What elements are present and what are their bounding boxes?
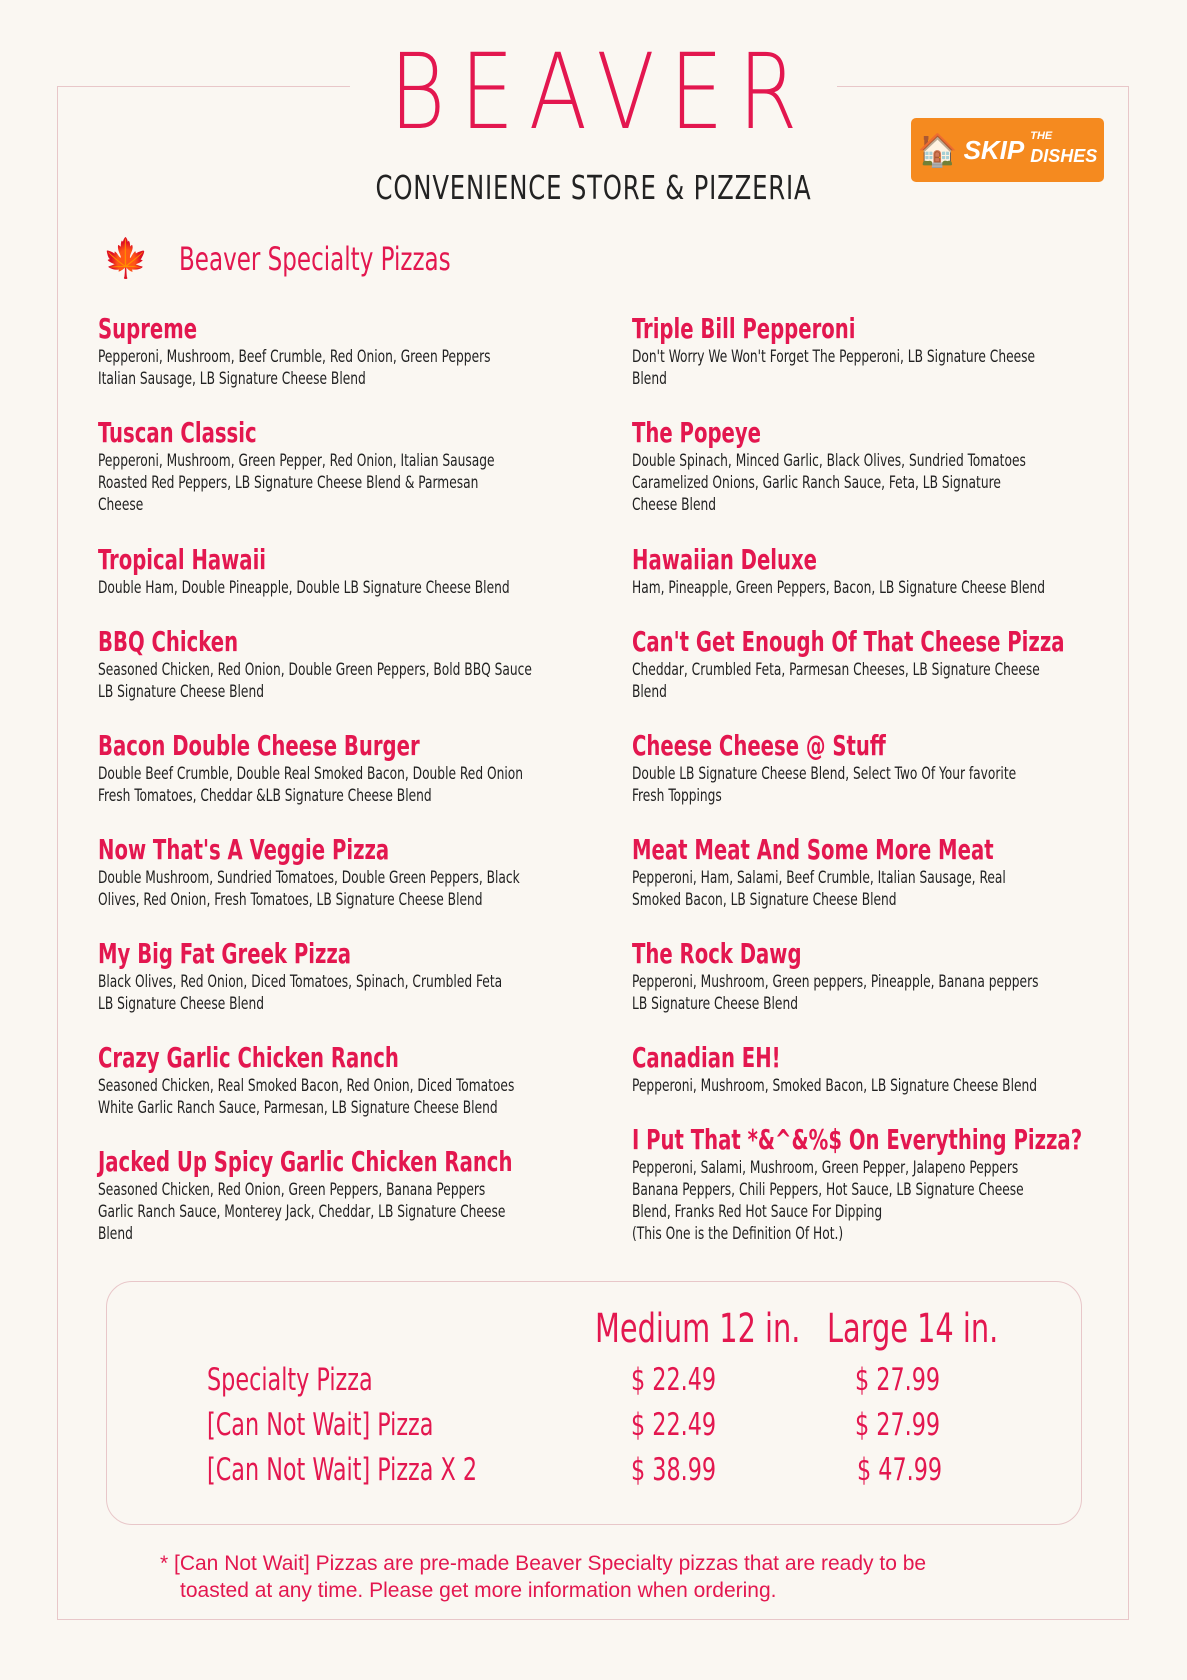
pizza-name: Supreme <box>98 312 198 345</box>
pizza-item <box>632 625 1132 729</box>
pizza-description: Double Mushroom, Sundried Tomatoes, Double Green Peppers, Black Olives, Red Onion, Fresh Tomatoes, LB Signature Cheese Blend <box>98 868 520 910</box>
price-large: $ 27.99 <box>855 1407 941 1443</box>
price-large: $ 27.99 <box>855 1362 941 1398</box>
pizza-name: Hawaiian Deluxe <box>632 543 818 576</box>
pizza-name: Crazy Garlic Chicken Ranch <box>98 1041 399 1074</box>
pizza-description: Pepperoni, Ham, Salami, Beef Crumble, Italian Sausage, Real Smoked Bacon, LB Signature Cheese Blend <box>632 868 1006 910</box>
pizza-item <box>98 312 618 416</box>
pizza-name: Tuscan Classic <box>98 416 257 449</box>
pizza-name: I Put That *&^&%$ On Everything Pizza? <box>632 1123 1083 1156</box>
pizza-item <box>98 416 618 543</box>
section-title: Beaver Specialty Pizzas <box>179 240 451 278</box>
pizza-description: Cheddar, Crumbled Feta, Parmesan Cheeses, LB Signature Cheese Blend <box>632 660 1040 702</box>
pizza-name: BBQ Chicken <box>98 625 239 658</box>
footnote-line-1: * [Can Not Wait] Pizzas are pre-made Beaver Specialty pizzas that are ready to be <box>160 1552 927 1575</box>
pizza-description: Pepperoni, Salami, Mushroom, Green Pepper, Jalapeno Peppers Banana Peppers, Chili Peppers, Hot Sauce, LB Signature Cheese Blend, Franks Red Hot Sauce For Dipping (This One is the Definition Of Hot.) <box>632 1158 1024 1244</box>
badge-the: THE <box>1030 130 1053 142</box>
pizza-item <box>98 1041 618 1145</box>
pizza-name: The Popeye <box>632 416 761 449</box>
pizza-name: My Big Fat Greek Pizza <box>98 937 352 970</box>
pizza-description: Pepperoni, Mushroom, Green Pepper, Red Onion, Italian Sausage Roasted Red Peppers, LB Signature Cheese Blend & Parmesan Cheese <box>98 451 495 515</box>
pizza-item <box>98 625 618 729</box>
row-label: [Can Not Wait] Pizza X 2 <box>207 1452 478 1488</box>
pizza-description: Pepperoni, Mushroom, Smoked Bacon, LB Signature Cheese Blend <box>632 1076 1038 1096</box>
footnote <box>160 1550 1060 1604</box>
price-table <box>106 1281 1082 1525</box>
section-header <box>102 240 519 278</box>
brand-subtitle: CONVENIENCE STORE & PIZZERIA <box>375 168 812 207</box>
pizza-description: Double LB Signature Cheese Blend, Select Two Of Your favorite Fresh Toppings <box>632 764 1017 806</box>
pizza-name: Cheese Cheese @ Stuff <box>632 729 886 762</box>
house-utensils-icon: 🏠 <box>917 132 958 168</box>
footnote-line-2: toasted at any time. Please get more information when ordering. <box>180 1579 777 1602</box>
pizza-name: Jacked Up Spicy Garlic Chicken Ranch <box>98 1145 513 1178</box>
price-medium: $ 38.99 <box>631 1452 717 1488</box>
skip-the-dishes-badge[interactable] <box>911 118 1104 182</box>
pizza-item <box>632 543 1132 625</box>
pizza-item <box>632 833 1132 937</box>
pizza-item <box>98 833 618 937</box>
pizza-item <box>632 729 1132 833</box>
pizza-name: Now That's A Veggie Pizza <box>98 833 390 866</box>
pizza-name: The Rock Dawg <box>632 937 802 970</box>
pizza-item <box>98 729 618 833</box>
pizza-list-left <box>98 312 618 1245</box>
pizza-description: Ham, Pineapple, Green Peppers, Bacon, LB Signature Cheese Blend <box>632 578 1046 598</box>
pizza-description: Black Olives, Red Onion, Diced Tomatoes, Spinach, Crumbled Feta LB Signature Cheese Blend <box>98 972 503 1014</box>
pizza-description: Double Ham, Double Pineapple, Double LB Signature Cheese Blend <box>98 578 510 598</box>
pizza-item <box>632 1041 1132 1123</box>
pizza-item <box>98 937 618 1041</box>
pizza-name: Bacon Double Cheese Burger <box>98 729 420 762</box>
pizza-name: Triple Bill Pepperoni <box>632 312 856 345</box>
header-large: Large 14 in. <box>827 1306 999 1352</box>
price-medium: $ 22.49 <box>631 1362 717 1398</box>
skip-label: SKIP <box>963 134 1025 165</box>
pizza-description: Double Spinach, Minced Garlic, Black Olives, Sundried Tomatoes Caramelized Onions, Garlic Ranch Sauce, Feta, LB Signature Cheese Blend <box>632 451 1026 515</box>
pizza-description: Seasoned Chicken, Real Smoked Bacon, Red Onion, Diced Tomatoes White Garlic Ranch Sauce, Parmesan, LB Signature Cheese Blend <box>98 1076 515 1118</box>
price-medium: $ 22.49 <box>631 1407 717 1443</box>
row-label: [Can Not Wait] Pizza <box>207 1407 434 1443</box>
pizza-description: Pepperoni, Mushroom, Green peppers, Pineapple, Banana peppers LB Signature Cheese Blend <box>632 972 1039 1014</box>
pizza-item <box>632 416 1132 543</box>
pizza-name: Can't Get Enough Of That Cheese Pizza <box>632 625 1065 658</box>
pizza-item <box>98 543 618 625</box>
header-medium: Medium 12 in. <box>595 1306 801 1352</box>
pizza-item <box>632 1123 1132 1245</box>
pizza-list-right <box>632 312 1132 1245</box>
price-large: $ 47.99 <box>857 1452 943 1488</box>
pizza-description: Double Beef Crumble, Double Real Smoked Bacon, Double Red Onion Fresh Tomatoes, Cheddar &LB Signature Cheese Blend <box>98 764 523 806</box>
pizza-name: Canadian EH! <box>632 1041 781 1074</box>
pizza-item <box>632 312 1132 416</box>
pizza-item <box>98 1145 618 1245</box>
row-label: Specialty Pizza <box>207 1362 373 1398</box>
pizza-description: Pepperoni, Mushroom, Beef Crumble, Red Onion, Green Peppers Italian Sausage, LB Signature Cheese Blend <box>98 347 491 389</box>
pizza-name: Tropical Hawaii <box>98 543 267 576</box>
badge-dishes: DISHES <box>1030 146 1098 166</box>
maple-leaf-icon: 🍁 <box>102 238 150 280</box>
pizza-item <box>632 937 1132 1041</box>
pizza-description: Seasoned Chicken, Red Onion, Green Peppers, Banana Peppers Garlic Ranch Sauce, Monterey Jack, Cheddar, LB Signature Cheese Blend <box>98 1180 506 1244</box>
pizza-description: Seasoned Chicken, Red Onion, Double Green Peppers, Bold BBQ Sauce LB Signature Cheese Blend <box>98 660 532 702</box>
pizza-description: Don't Worry We Won't Forget The Pepperoni, LB Signature Cheese Blend <box>632 347 1036 389</box>
brand-title: BEAVER <box>389 31 813 153</box>
badge-the-dishes <box>1030 131 1097 169</box>
pizza-name: Meat Meat And Some More Meat <box>632 833 994 866</box>
